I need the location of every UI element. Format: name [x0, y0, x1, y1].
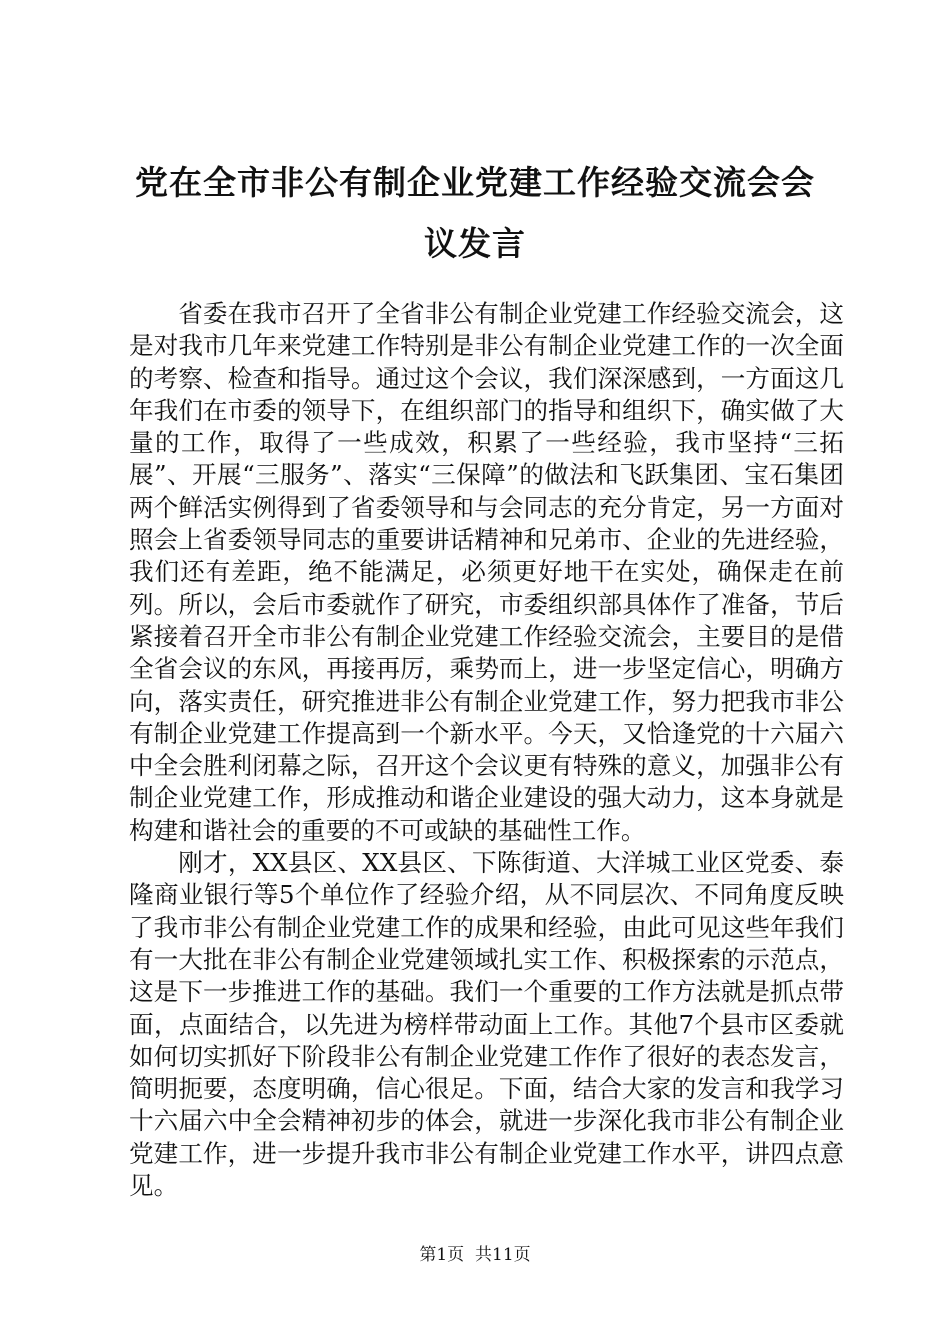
page-total: 共11页	[475, 1245, 531, 1265]
page-footer	[0, 1244, 950, 1266]
body-paragraph-2: 刚才，XX县区、XX县区、下陈街道、大洋城工业区党委、泰隆商业银行等5个单位作了经验介绍，从不同层次、不同角度反映了我市非公有制企业党建工作的成果和经验，由此可见这些年我们有一大批在非公有制企业党建领域扎实工作、积极探索的示范点，这是下一步推进工作的基础。我们一个重要的工作方法就是抓点带面，点面结合，以先进为榜样带动面上工作。其他7个县市区委就如何切实抓好下阶段非公有制企业党建工作作了很好的表态发言，简明扼要，态度明确，信心很足。下面，结合大家的发言和我学习十六届六中全会精神初步的体会，就进一步深化我市非公有制企业党建工作，进一步提升我市非公有制企业党建工作水平，讲四点意见。	[129, 848, 844, 1201]
document-title-line-1: 党在全市非公有制企业党建工作经验交流会会	[135, 163, 815, 202]
page-number: 第1页	[419, 1245, 465, 1265]
footer-spacer	[464, 1245, 475, 1265]
document-body	[129, 298, 844, 1202]
body-paragraph-1: 省委在我市召开了全省非公有制企业党建工作经验交流会，这是对我市几年来党建工作特别是非公有制企业党建工作的一次全面的考察、检查和指导。通过这个会议，我们深深感到，一方面这几年我们在市委的领导下，在组织部门的指导和组织下，确实做了大量的工作，取得了一些成效，积累了一些经验，我市坚持“三拓展”、开展“三服务”、落实“三保障”的做法和飞跃集团、宝石集团两个鲜活实例得到了省委领导和与会同志的充分肯定，另一方面对照会上省委领导同志的重要讲话精神和兄弟市、企业的先进经验，我们还有差距，绝不能满足，必须更好地干在实处，确保走在前列。所以，会后市委就作了研究，市委组织部具体作了准备，节后紧接着召开全市非公有制企业党建工作经验交流会，主要目的是借全省会议的东风，再接再厉，乘势而上，进一步坚定信心，明确方向，落实责任，研究推进非公有制企业党建工作，努力把我市非公有制企业党建工作提高到一个新水平。今天，又恰逢党的十六届六中全会胜利闭幕之际，召开这个会议更有特殊的意义，加强非公有制企业党建工作，形成推动和谐企业建设的强大动力，这本身就是构建和谐社会的重要的不可或缺的基础性工作。	[129, 299, 844, 845]
document-title-line-2: 议发言	[424, 224, 526, 263]
